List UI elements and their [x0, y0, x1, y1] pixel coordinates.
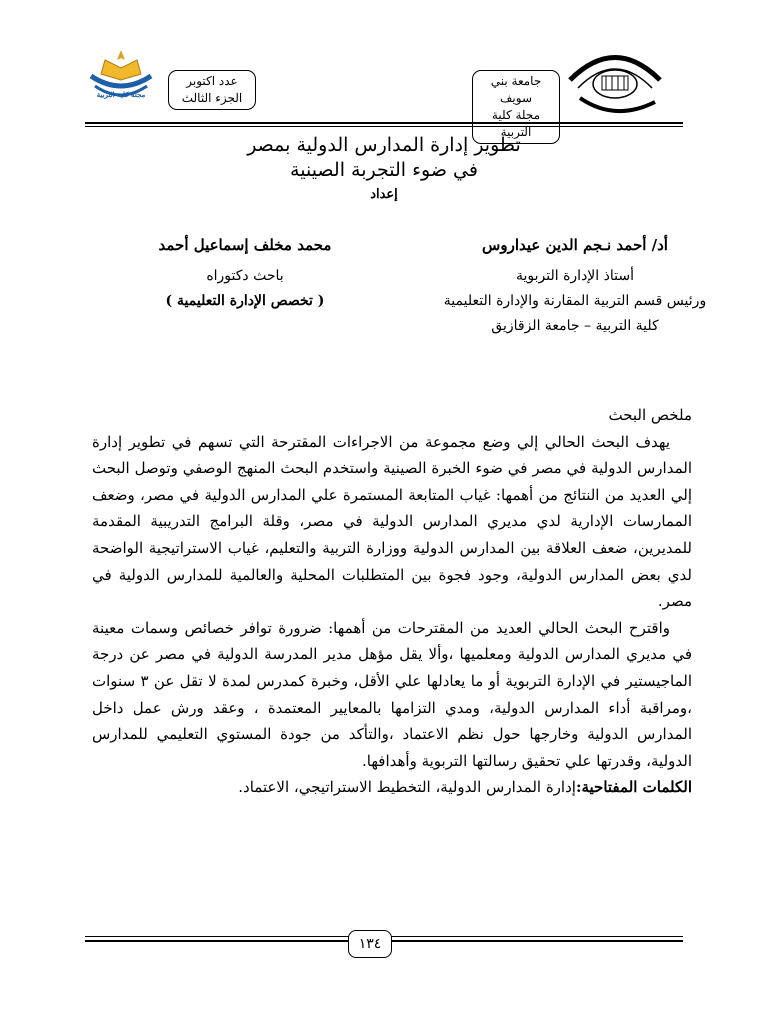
abstract-p2-proposals: ضرورة توافر خصائص وسمات معينة في مديري المدارس الدولية ومعلميها ،وألا يقل مؤهل مدير المدرسة الدولية في مصر عن درجة الماجيستير في الإدارة التربوية أو ما يعادلها علي الأقل، وخبرة كمدرس لمدة لا تقل عن ٣ سنوات ،ومراقبة أداء المدارس الدولية، ومدي التزامها بالمعايير المعتمدة ، وعقد ورش عمل داخل المدارس الدولية وخارجها حول نظم الاعتماد ،والتأكد من جودة المستوي التعليمي للمدارس الدولية، وقدرتها علي تحقيق رسالتها التربوية وأهدافها. — [92, 618, 692, 770]
author-1-name: أد/ أحمد نـجم الدين عيداروس — [482, 236, 668, 254]
keywords-text: إدارة المدارس الدولية، التخطيط الاستراتيجي، الاعتماد. — [238, 778, 576, 797]
abstract-heading: ملخص البحث — [608, 406, 692, 424]
page-number: ١٣٤ — [348, 930, 392, 958]
title-line-1: تطوير إدارة المدارس الدولية بمصر — [247, 134, 521, 156]
journal-logo-text: مجلة كلية التربية — [96, 90, 146, 99]
header-left-line2: الجزء الثالث — [181, 91, 243, 105]
author-2-name: محمد مخلف إسماعيل أحمد — [158, 236, 332, 254]
abstract-p1-findings: غياب المتابعة المستمرة علي المدارس الدولية في مصر، وضعف الممارسات الإدارية لدي مديري المدارس الدولية في مصر، وقلة البرامج التدريبية المقدمة للمديرين، ضعف العلاقة بين المدارس الدولية ووزارة التربية والتعليم، غياب الاستراتيجية الواضحة لدي بعض المدارس الدولية، وجود فجوة بين المتطلبات المحلية والعالمية للمدارس الدولية في مصر. — [92, 485, 692, 611]
prepared-by: إعداد — [370, 187, 398, 202]
header-rule-top — [85, 122, 683, 124]
author-2-line-1: باحث دكتوراه — [206, 268, 284, 284]
author-1-line-1: أستاذ الإدارة التربوية — [516, 268, 634, 284]
header-rule-bottom — [85, 126, 683, 127]
header-right-line2: مجلة كلية التربية — [491, 108, 541, 139]
author-1-line-2: ورئيس قسم التربية المقارنة والإدارة التعليمية — [443, 293, 707, 309]
author-1-line-3: كلية التربية – جامعة الزقازيق — [491, 318, 659, 334]
keywords — [92, 774, 692, 801]
header-right-box — [472, 70, 560, 144]
author-1 — [420, 233, 730, 339]
author-2-line-2: ( تخصص الإدارة التعليمية ) — [165, 293, 325, 309]
header-right-line1: جامعة بني سويف — [490, 74, 542, 105]
abstract-p2-intro: واقترح البحث الحالي العديد من المقترحات من أهمها: — [328, 618, 670, 637]
keywords-label: الكلمات المفتاحية: — [575, 778, 692, 797]
university-seal-logo — [560, 40, 670, 120]
abstract-p1-intro: يهدف البحث الحالي إلي وضع مجموعة من الاجراءات المقترحة التي تسهم في تطوير إدارة المدارس الدولية في مصر في ضوء الخبرة الصينية واستخدم البحث المنهج الوصفي وتوصل البحث إلي العديد من النتائج من أهمها: — [92, 432, 692, 504]
abstract-paragraph-2 — [92, 615, 692, 775]
title-line-2: في ضوء التجربة الصينية — [290, 159, 478, 181]
header-left-box — [168, 70, 256, 110]
author-2 — [130, 233, 360, 314]
abstract — [92, 402, 692, 801]
header-left-line1: عدد اكتوبر — [186, 74, 238, 88]
university-seal-icon — [560, 40, 670, 120]
journal-logo — [85, 46, 157, 118]
abstract-paragraph-1 — [92, 429, 692, 615]
